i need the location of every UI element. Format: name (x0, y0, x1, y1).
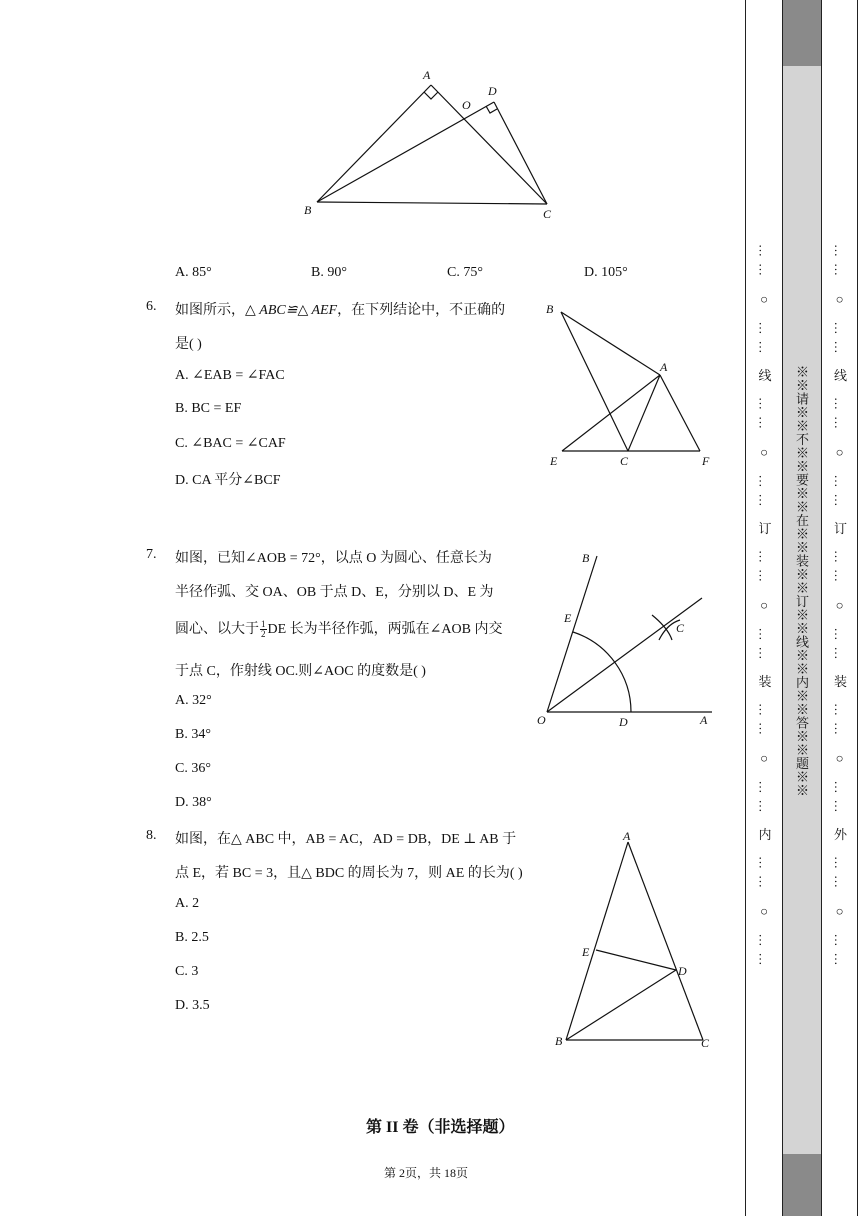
q7-fraction (260, 620, 267, 639)
q8-label-c: C (701, 1036, 710, 1050)
q6-number: 6. (146, 299, 157, 314)
binding-outer-column (822, 0, 858, 1216)
q7-frac-num: 1 (261, 619, 266, 630)
q5-figure (300, 62, 570, 227)
q8-option-c[interactable]: C. 3 (175, 964, 199, 979)
q6-label-b: B (546, 302, 554, 316)
q5-label-a: A (423, 68, 431, 82)
q8-option-b[interactable]: B. 2.5 (175, 930, 209, 945)
q5-option-c[interactable]: C. 75° (447, 265, 483, 280)
q8-line2: 点 E，若 BC = 3，且△ BDC 的周长为 7，则 AE 的长为( ) (175, 866, 523, 881)
q6-stem-math: △ ABC≌△ AEF (245, 303, 338, 318)
q8-option-a[interactable]: A. 2 (175, 896, 200, 911)
q5-option-a[interactable]: A. 85° (175, 265, 212, 280)
q6-option-b[interactable]: B. BC = EF (175, 401, 242, 416)
binding-warning-text: ※※请※※不※※要※※在※※装※※订※※线※※内※※答※※题※※ (794, 365, 809, 797)
q7-line3-pre: 圆心、以大于 (175, 622, 259, 637)
binding-top-block (783, 0, 821, 66)
q5-label-d: D (488, 84, 497, 98)
q8-line1: 如图，在△ ABC 中，AB = AC，AD = DB，DE ⊥ AB 于 (175, 832, 517, 847)
q7-line2: 半径作弧、交 OA、OB 于点 D、E，分别以 D、E 为 (175, 585, 494, 600)
q6-stem-post: ，在下列结论中，不正确的 (337, 303, 506, 318)
binding-inner-text: …… ○ …… 线 …… ○ …… 订 …… ○ …… 装 …… ○ …… 内 …… ○ …… (756, 244, 772, 972)
q7-line3-post: DE 长为半径作弧，两弧在∠AOB 内交 (267, 622, 503, 637)
q7-option-d[interactable]: D. 38° (175, 795, 212, 810)
q7-label-a: A (700, 713, 708, 727)
q8-label-d: D (678, 964, 687, 978)
q7-option-c[interactable]: C. 36° (175, 761, 211, 776)
q7-line1: 如图，已知∠AOB = 72°，以点 O 为圆心、任意长为 (175, 551, 492, 566)
q6-stem-line2: 是( ) (175, 337, 202, 352)
q6-option-a[interactable]: A. ∠EAB = ∠FAC (175, 368, 285, 383)
q5-option-d[interactable]: D. 105° (584, 265, 628, 280)
q8-figure (548, 826, 718, 1054)
binding-outer-text: …… ○ …… 线 …… ○ …… 订 …… ○ …… 装 …… ○ …… 外 …… ○ …… (832, 244, 847, 972)
q6-option-c[interactable]: C. ∠BAC = ∠CAF (175, 436, 286, 451)
q5-option-b[interactable]: B. 90° (311, 265, 347, 280)
q7-option-a[interactable]: A. 32° (175, 693, 212, 708)
q8-option-d[interactable]: D. 3.5 (175, 998, 210, 1013)
q6-label-c: C (620, 454, 629, 468)
q6-label-f: F (702, 454, 710, 468)
q7-line4: 于点 C，作射线 OC.则∠AOC 的度数是( ) (175, 664, 426, 679)
binding-middle-band (782, 0, 822, 1216)
q7-label-e: E (564, 611, 572, 625)
q8-label-e: E (582, 945, 590, 959)
section-title: 第 II 卷（非选择题） (366, 1119, 515, 1136)
q7-label-b: B (582, 551, 590, 565)
q7-label-d: D (619, 715, 628, 729)
binding-inner-column (746, 0, 782, 1216)
q6-stem-pre: 如图所示， (175, 303, 245, 318)
q8-number: 8. (146, 828, 157, 843)
q8-label-b: B (555, 1034, 563, 1048)
binding-bottom-block (783, 1154, 821, 1216)
q6-label-a: A (660, 360, 668, 374)
q5-label-o: O (462, 98, 471, 112)
q6-figure (540, 295, 720, 475)
q6-label-e: E (550, 454, 558, 468)
q7-figure (532, 540, 722, 735)
q5-label-c: C (543, 207, 552, 221)
q6-stem-line1 (175, 299, 505, 319)
q7-label-o: O (537, 713, 546, 727)
q7-line3 (175, 618, 502, 639)
q7-label-c: C (676, 621, 685, 635)
q6-option-d[interactable]: D. CA 平分∠BCF (175, 473, 281, 488)
q5-label-b: B (304, 203, 312, 217)
q8-label-a: A (623, 829, 631, 843)
q7-frac-den: 2 (261, 629, 266, 640)
page-footer: 第 2页，共 18页 (384, 1166, 469, 1180)
q7-option-b[interactable]: B. 34° (175, 727, 211, 742)
q7-number: 7. (146, 547, 157, 562)
